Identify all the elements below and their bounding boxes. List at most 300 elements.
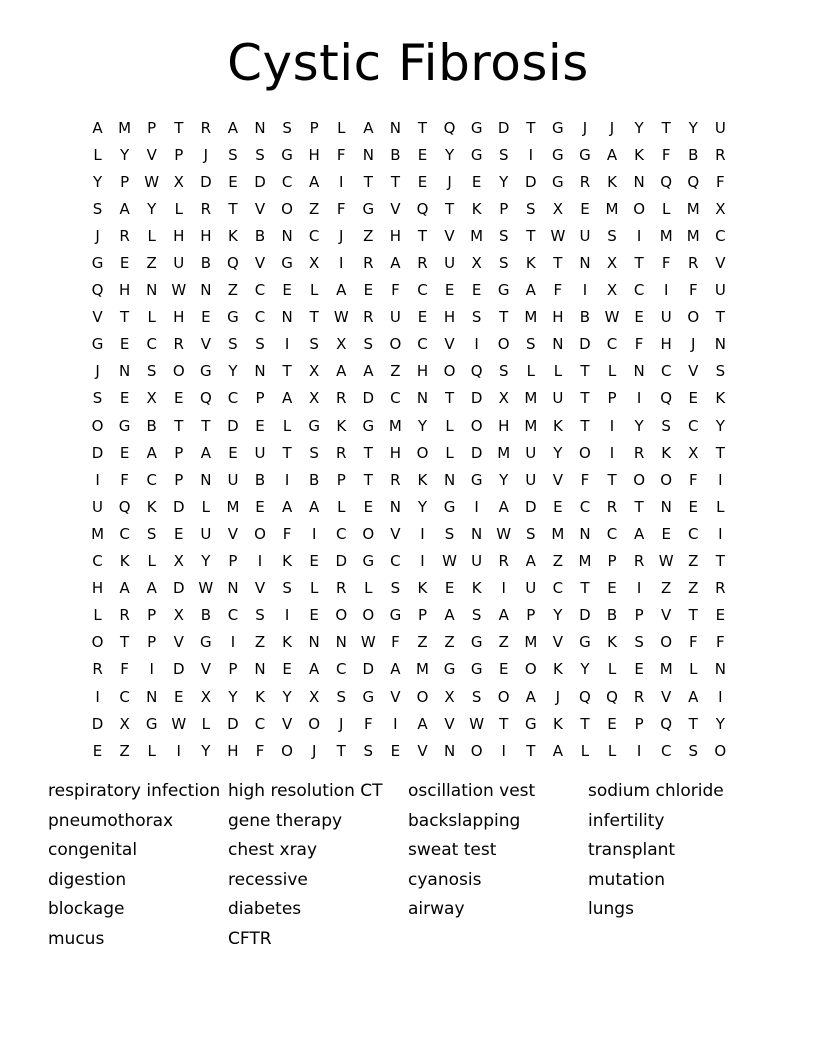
- grid-row: [84, 520, 734, 547]
- grid-letter: C: [254, 281, 266, 300]
- grid-letter: X: [498, 389, 509, 408]
- grid-letter: O: [362, 524, 375, 543]
- grid-letter: T: [201, 416, 211, 435]
- grid-letter: F: [580, 470, 590, 489]
- grid-letter: V: [281, 714, 293, 733]
- grid-letter: O: [579, 443, 591, 462]
- grid-letter: G: [227, 308, 239, 327]
- grid-letter: S: [607, 226, 617, 245]
- grid-letter: C: [119, 524, 130, 543]
- grid-letter: W: [658, 552, 674, 571]
- grid-letter: E: [201, 308, 211, 327]
- grid-letter: D: [254, 172, 266, 191]
- grid-letter: X: [715, 199, 726, 218]
- grid-letter: S: [498, 362, 509, 381]
- grid-letter: H: [227, 741, 239, 760]
- grid-letter: E: [417, 172, 428, 191]
- grid-letter: B: [309, 470, 320, 489]
- grid-letter: O: [281, 741, 293, 760]
- grid-letter: Y: [499, 172, 509, 191]
- grid-letter: L: [445, 443, 454, 462]
- grid-letter: Z: [688, 579, 699, 598]
- grid-letter: L: [309, 281, 319, 300]
- grid-letter: L: [147, 226, 156, 245]
- grid-letter: M: [416, 660, 429, 679]
- grid-letter: A: [227, 118, 239, 137]
- grid-letter: I: [311, 524, 317, 543]
- grid-letter: L: [662, 199, 671, 218]
- grid-letter: O: [470, 416, 483, 435]
- grid-letter: L: [147, 741, 156, 760]
- grid-letter: B: [146, 416, 157, 435]
- grid-letter: T: [174, 118, 184, 137]
- grid-letter: O: [281, 199, 293, 218]
- grid-letter: R: [119, 226, 130, 245]
- grid-letter: R: [336, 443, 347, 462]
- grid-letter: D: [497, 118, 510, 137]
- grid-letter: V: [254, 579, 266, 598]
- grid-letter: H: [118, 281, 131, 300]
- grid-letter: G: [281, 145, 293, 164]
- grid-letter: C: [281, 172, 293, 191]
- grid-letter: R: [688, 254, 699, 273]
- grid-letter: T: [363, 443, 373, 462]
- grid-row: [84, 683, 734, 710]
- grid-letter: P: [120, 172, 130, 191]
- grid-letter: X: [309, 389, 320, 408]
- grid-letter: X: [173, 172, 184, 191]
- grid-letter: E: [444, 281, 455, 300]
- grid-letter: U: [714, 118, 726, 137]
- grid-letter: S: [471, 606, 482, 625]
- grid-letter: A: [309, 497, 320, 516]
- word-list-item: gene therapy: [228, 810, 343, 831]
- grid-letter: P: [336, 470, 346, 489]
- grid-letter: H: [173, 226, 185, 245]
- grid-letter: T: [634, 254, 644, 273]
- grid-letter: U: [552, 389, 564, 408]
- grid-letter: Y: [228, 687, 238, 706]
- grid-letter: S: [661, 416, 671, 435]
- grid-letter: F: [391, 281, 400, 300]
- grid-letter: N: [308, 633, 320, 652]
- grid-letter: W: [360, 633, 376, 652]
- grid-letter: H: [416, 362, 429, 381]
- grid-letter: E: [444, 579, 455, 598]
- grid-letter: N: [389, 118, 402, 137]
- grid-letter: S: [498, 226, 509, 245]
- grid-letter: C: [308, 226, 320, 245]
- grid-letter: D: [579, 335, 591, 354]
- grid-letter: C: [688, 416, 699, 435]
- grid-letter: U: [389, 308, 401, 327]
- grid-letter: R: [606, 497, 618, 516]
- grid-letter: E: [228, 443, 238, 462]
- grid-letter: G: [443, 497, 456, 516]
- word-list-item: oscillation vest: [408, 781, 536, 801]
- grid-letter: S: [498, 254, 509, 273]
- grid-letter: P: [526, 606, 536, 625]
- grid-letter: C: [417, 335, 428, 354]
- grid-letter: F: [716, 633, 725, 652]
- grid-letter: Q: [470, 362, 483, 381]
- grid-letter: H: [498, 416, 510, 435]
- grid-letter: V: [146, 145, 157, 164]
- grid-letter: K: [661, 443, 672, 462]
- grid-letter: F: [336, 199, 346, 218]
- grid-letter: L: [282, 416, 292, 435]
- word-list-item: respiratory infection: [48, 781, 221, 801]
- grid-letter: T: [661, 118, 671, 137]
- grid-letter: T: [580, 416, 590, 435]
- grid-letter: G: [552, 172, 564, 191]
- grid-letter: Z: [146, 254, 157, 273]
- grid-letter: A: [525, 687, 536, 706]
- grid-letter: O: [308, 714, 321, 733]
- grid-letter: R: [633, 443, 645, 462]
- grid-letter: F: [391, 633, 400, 652]
- grid-row: [84, 656, 734, 683]
- grid-row: [84, 358, 734, 385]
- grid-letter: V: [444, 226, 455, 245]
- grid-letter: Y: [120, 145, 130, 164]
- grid-letter: D: [91, 443, 104, 462]
- grid-letter: O: [633, 470, 645, 489]
- grid-letter: K: [119, 552, 130, 571]
- grid-letter: K: [282, 552, 292, 571]
- grid-letter: G: [200, 362, 212, 381]
- grid-letter: Y: [715, 416, 725, 435]
- grid-letter: C: [688, 524, 699, 543]
- grid-letter: P: [417, 606, 427, 625]
- grid-letter: G: [470, 633, 483, 652]
- grid-letter: V: [390, 199, 401, 218]
- grid-letter: E: [688, 389, 698, 408]
- grid-letter: T: [634, 497, 644, 516]
- grid-letter: U: [471, 552, 483, 571]
- grid-letter: I: [284, 606, 290, 625]
- grid-letter: S: [255, 606, 265, 625]
- grid-letter: N: [200, 281, 212, 300]
- grid-letter: A: [119, 199, 130, 218]
- grid-letter: E: [417, 145, 428, 164]
- grid-letter: L: [445, 416, 454, 435]
- grid-letter: C: [552, 579, 564, 598]
- grid-letter: R: [173, 335, 184, 354]
- grid-letter: U: [444, 254, 456, 273]
- grid-letter: E: [119, 254, 130, 273]
- grid-letter: Y: [553, 606, 563, 625]
- grid-letter: H: [660, 335, 672, 354]
- grid-letter: G: [91, 254, 104, 273]
- grid-letter: V: [688, 362, 699, 381]
- grid-letter: R: [417, 254, 428, 273]
- grid-letter: E: [174, 524, 184, 543]
- grid-letter: Q: [687, 172, 700, 191]
- grid-row: [84, 249, 734, 276]
- grid-letter: E: [255, 416, 265, 435]
- grid-letter: I: [230, 633, 236, 652]
- grid-letter: L: [364, 579, 373, 598]
- grid-letter: O: [497, 335, 510, 354]
- grid-letter: O: [660, 470, 673, 489]
- grid-letter: E: [119, 443, 130, 462]
- grid-letter: C: [254, 308, 266, 327]
- grid-letter: Z: [661, 579, 672, 598]
- grid-letter: S: [363, 335, 374, 354]
- grid-letter: T: [309, 308, 319, 327]
- grid-row: [84, 141, 734, 168]
- grid-letter: R: [633, 687, 645, 706]
- grid-letter: B: [579, 308, 591, 327]
- grid-letter: A: [363, 362, 374, 381]
- grid-letter: I: [718, 470, 723, 489]
- grid-letter: G: [579, 633, 591, 652]
- grid-letter: I: [474, 497, 479, 516]
- page-title: Cystic Fibrosis: [227, 34, 589, 92]
- grid-letter: E: [607, 579, 617, 598]
- grid-letter: C: [92, 552, 103, 571]
- grid-letter: A: [417, 714, 428, 733]
- grid-letter: V: [200, 335, 211, 354]
- grid-letter: T: [228, 199, 238, 218]
- grid-letter: Z: [309, 199, 320, 218]
- grid-letter: M: [118, 118, 132, 137]
- grid-letter: R: [200, 118, 212, 137]
- grid-letter: R: [579, 172, 591, 191]
- grid-letter: T: [580, 362, 590, 381]
- grid-letter: P: [174, 470, 184, 489]
- grid-letter: I: [149, 660, 154, 679]
- grid-letter: E: [309, 552, 319, 571]
- grid-letter: N: [119, 362, 131, 381]
- grid-letter: T: [553, 254, 563, 273]
- grid-letter: S: [390, 579, 401, 598]
- grid-letter: A: [390, 660, 401, 679]
- grid-letter: L: [337, 497, 346, 516]
- grid-letter: V: [254, 254, 266, 273]
- grid-letter: J: [95, 226, 100, 245]
- grid-letter: I: [636, 389, 642, 408]
- grid-letter: P: [147, 118, 157, 137]
- grid-letter: L: [337, 118, 346, 137]
- grid-letter: N: [146, 687, 158, 706]
- grid-letter: R: [363, 308, 374, 327]
- grid-letter: A: [606, 145, 618, 164]
- word-list: [48, 779, 788, 957]
- grid-letter: I: [636, 741, 642, 760]
- grid-letter: D: [525, 497, 537, 516]
- grid-letter: V: [552, 470, 563, 489]
- grid-letter: O: [389, 335, 402, 354]
- grid-letter: S: [146, 524, 157, 543]
- grid-letter: S: [498, 145, 509, 164]
- grid-letter: T: [526, 741, 536, 760]
- grid-letter: C: [227, 389, 239, 408]
- grid-row: [84, 629, 734, 656]
- grid-letter: C: [633, 281, 645, 300]
- grid-letter: T: [282, 362, 292, 381]
- grid-letter: G: [389, 606, 402, 625]
- grid-letter: G: [281, 254, 293, 273]
- grid-letter: S: [92, 199, 103, 218]
- grid-letter: W: [469, 714, 485, 733]
- grid-letter: H: [308, 145, 320, 164]
- grid-letter: O: [91, 416, 104, 435]
- grid-letter: E: [174, 687, 184, 706]
- grid-letter: Q: [660, 172, 673, 191]
- grid-letter: S: [363, 741, 374, 760]
- grid-letter: L: [309, 579, 319, 598]
- grid-letter: X: [309, 254, 320, 273]
- grid-letter: K: [228, 226, 238, 245]
- grid-letter: U: [525, 470, 537, 489]
- grid-letter: J: [95, 362, 100, 381]
- grid-letter: Y: [499, 470, 509, 489]
- grid-letter: I: [609, 416, 615, 435]
- grid-letter: F: [336, 145, 346, 164]
- grid-letter: I: [339, 172, 344, 191]
- word-list-item: high resolution CT: [228, 781, 383, 801]
- grid-letter: Y: [201, 552, 211, 571]
- grid-letter: S: [228, 335, 238, 354]
- grid-letter: N: [714, 335, 726, 354]
- grid-letter: E: [282, 660, 292, 679]
- grid-letter: T: [715, 552, 725, 571]
- grid-letter: B: [606, 606, 618, 625]
- word-list-item: congenital: [48, 840, 138, 861]
- grid-letter: X: [552, 199, 563, 218]
- grid-letter: C: [227, 606, 239, 625]
- grid-letter: L: [580, 741, 590, 760]
- grid-letter: E: [255, 497, 265, 516]
- grid-letter: F: [120, 660, 129, 679]
- grid-letter: K: [715, 389, 726, 408]
- grid-letter: I: [528, 145, 533, 164]
- grid-letter: M: [578, 552, 592, 571]
- word-list-item: digestion: [48, 869, 127, 890]
- grid-letter: W: [550, 226, 566, 245]
- grid-letter: T: [363, 470, 373, 489]
- grid-letter: S: [255, 145, 265, 164]
- grid-letter: P: [634, 606, 644, 625]
- grid-letter: Z: [254, 633, 266, 652]
- grid-letter: O: [172, 362, 185, 381]
- grid-letter: Z: [119, 741, 130, 760]
- grid-letter: T: [174, 416, 184, 435]
- grid-letter: F: [282, 524, 292, 543]
- grid-letter: J: [339, 714, 344, 733]
- grid-letter: T: [390, 172, 400, 191]
- grid-letter: P: [228, 660, 238, 679]
- grid-row: [84, 737, 734, 764]
- grid-letter: N: [200, 470, 212, 489]
- grid-letter: T: [580, 389, 590, 408]
- grid-letter: Y: [580, 660, 590, 679]
- grid-letter: Z: [227, 281, 239, 300]
- grid-letter: K: [525, 254, 536, 273]
- grid-letter: G: [524, 714, 537, 733]
- grid-letter: G: [308, 416, 320, 435]
- grid-letter: Q: [660, 714, 673, 733]
- grid-letter: I: [501, 741, 506, 760]
- grid-letter: J: [555, 687, 561, 706]
- grid-row: [84, 195, 734, 222]
- grid-letter: I: [663, 281, 669, 300]
- grid-letter: Y: [417, 497, 428, 516]
- grid-letter: Q: [91, 281, 104, 300]
- grid-letter: W: [333, 308, 349, 327]
- grid-letter: Y: [688, 118, 698, 137]
- grid-row: [84, 385, 734, 412]
- grid-letter: X: [336, 335, 347, 354]
- grid-letter: I: [95, 687, 100, 706]
- grid-letter: Y: [201, 741, 211, 760]
- grid-letter: V: [661, 606, 672, 625]
- grid-letter: S: [471, 308, 482, 327]
- grid-letter: N: [443, 741, 456, 760]
- grid-letter: X: [606, 281, 618, 300]
- grid-letter: S: [255, 335, 265, 354]
- grid-letter: Y: [417, 416, 428, 435]
- grid-letter: Z: [363, 226, 374, 245]
- grid-letter: T: [336, 741, 346, 760]
- grid-letter: L: [201, 497, 211, 516]
- grid-letter: C: [146, 470, 157, 489]
- grid-letter: Y: [147, 199, 157, 218]
- grid-letter: I: [474, 335, 479, 354]
- grid-letter: N: [254, 660, 266, 679]
- grid-letter: A: [146, 443, 157, 462]
- grid-letter: E: [634, 308, 644, 327]
- grid-letter: A: [309, 660, 320, 679]
- grid-letter: C: [254, 714, 266, 733]
- grid-row: [84, 602, 734, 629]
- grid-letter: O: [660, 633, 673, 652]
- grid-letter: A: [525, 552, 536, 571]
- grid-letter: M: [605, 199, 619, 218]
- grid-letter: L: [716, 497, 725, 516]
- grid-letter: J: [447, 172, 452, 191]
- grid-letter: C: [606, 335, 618, 354]
- grid-letter: V: [200, 660, 211, 679]
- grid-letter: E: [174, 389, 184, 408]
- grid-letter: V: [661, 687, 672, 706]
- grid-letter: A: [444, 606, 455, 625]
- grid-letter: U: [173, 254, 185, 273]
- grid-letter: D: [362, 389, 375, 408]
- grid-letter: F: [688, 633, 698, 652]
- grid-letter: G: [91, 335, 104, 354]
- grid-letter: S: [688, 741, 699, 760]
- grid-letter: N: [389, 497, 402, 516]
- word-list-item: pneumothorax: [48, 810, 174, 831]
- grid-letter: P: [634, 714, 644, 733]
- grid-letter: R: [633, 552, 645, 571]
- grid-letter: A: [525, 281, 536, 300]
- grid-letter: K: [417, 470, 428, 489]
- grid-letter: M: [524, 633, 538, 652]
- grid-letter: R: [200, 199, 212, 218]
- grid-letter: T: [120, 308, 130, 327]
- grid-letter: G: [579, 145, 591, 164]
- grid-letter: B: [200, 254, 211, 273]
- grid-letter: G: [145, 714, 158, 733]
- grid-letter: G: [470, 660, 483, 679]
- grid-letter: O: [470, 741, 483, 760]
- grid-letter: M: [524, 389, 538, 408]
- grid-letter: V: [390, 687, 401, 706]
